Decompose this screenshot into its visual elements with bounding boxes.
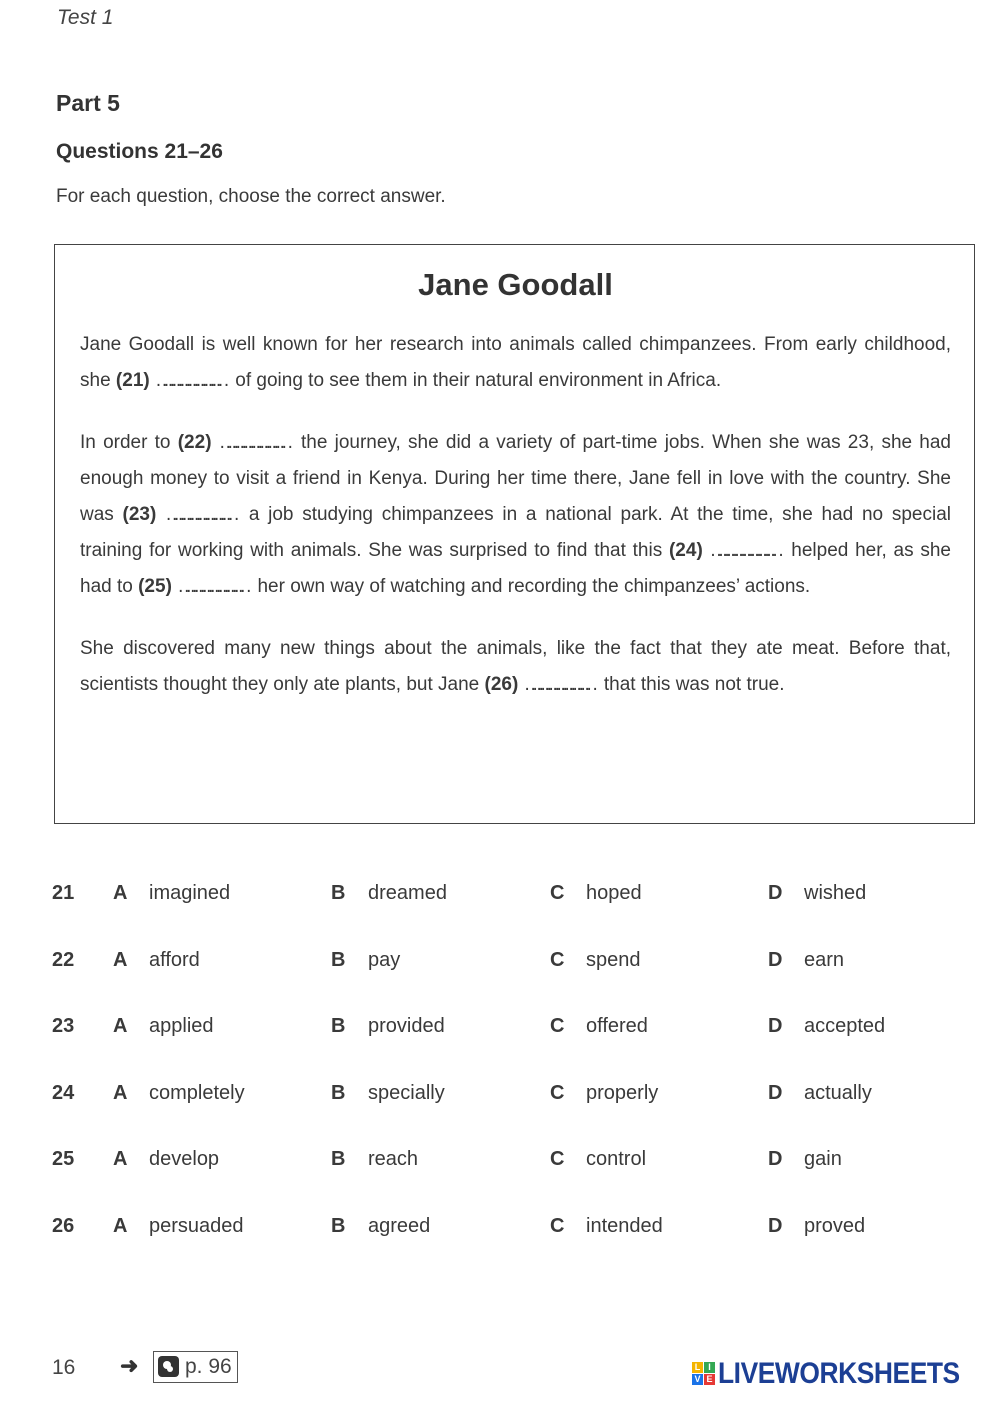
logo-letter: E — [704, 1374, 715, 1385]
option-letter[interactable]: C — [550, 1015, 565, 1037]
option-letter[interactable]: D — [768, 1081, 783, 1104]
option-letter[interactable]: C — [550, 1214, 565, 1237]
option-letter[interactable]: A — [113, 1015, 128, 1037]
passage-paragraph — [80, 327, 951, 399]
passage-text: that this was not true. — [598, 674, 785, 695]
option-word[interactable]: intended — [586, 1214, 663, 1237]
passage-paragraph — [80, 631, 951, 703]
question-number: 23 — [52, 1015, 75, 1037]
answer-options — [0, 878, 1000, 1241]
passage-text: Jane Goodall is well known for her research into animals called chimpanzees. From early childhood, she — [80, 334, 951, 391]
liveworksheets-logo — [692, 1357, 993, 1391]
option-letter[interactable]: B — [331, 882, 346, 904]
passage-box — [54, 244, 975, 824]
logo-letter: L — [692, 1362, 703, 1373]
question-number: 25 — [52, 1148, 75, 1170]
footer — [0, 1351, 1000, 1411]
answer-gap[interactable]: …………………… — [165, 504, 230, 525]
gap-number: (23) — [122, 504, 157, 525]
option-letter[interactable]: B — [331, 1015, 346, 1037]
logo-letter: V — [692, 1374, 703, 1385]
logo-letter: I — [704, 1362, 715, 1373]
passage-text: her own way of watching and recording the chimpanzees’ actions. — [252, 576, 811, 597]
gap-number: (21) — [115, 370, 150, 391]
page-number: 16 — [52, 1355, 76, 1379]
passage-paragraph — [80, 425, 951, 605]
answer-gap[interactable]: …………………… — [709, 540, 774, 561]
option-word[interactable]: accepted — [804, 1015, 886, 1037]
option-letter[interactable]: C — [550, 1148, 565, 1170]
gap-number: (22) — [177, 432, 212, 453]
question-number: 24 — [52, 1081, 75, 1104]
option-word[interactable]: actually — [804, 1081, 872, 1104]
option-letter[interactable]: B — [331, 1148, 346, 1170]
question-row — [0, 1011, 1000, 1041]
option-letter[interactable]: B — [331, 1081, 346, 1104]
question-row — [0, 945, 1000, 975]
passage-text: the journey, she did a variety of part-time jobs. When she was 23, she had enough money to visit a friend in Kenya. During her time there, Jane fell in love with the country. She was — [80, 432, 952, 525]
option-word[interactable]: properly — [586, 1081, 659, 1104]
option-letter[interactable]: C — [550, 882, 565, 904]
option-word[interactable]: dreamed — [368, 882, 447, 904]
option-word[interactable]: imagined — [149, 882, 231, 904]
question-row — [0, 878, 1000, 908]
passage-text: helped her, as she had to — [80, 540, 951, 597]
option-letter[interactable]: D — [768, 882, 783, 904]
option-word[interactable]: pay — [368, 948, 401, 971]
part-title: Part 5 — [56, 90, 120, 116]
gap-number: (24) — [668, 540, 703, 561]
option-letter[interactable]: D — [768, 1015, 783, 1037]
question-row — [0, 1211, 1000, 1241]
logo-text: LIVEWORKSHEETS — [718, 1356, 960, 1390]
option-letter[interactable]: A — [113, 882, 128, 904]
passage-text: of going to see them in their natural environment in Africa. — [230, 370, 722, 391]
question-number: 26 — [52, 1214, 75, 1237]
logo-mark-icon — [692, 1362, 715, 1385]
answer-gap[interactable]: …………………… — [523, 674, 588, 695]
option-word[interactable]: provided — [368, 1015, 445, 1037]
gap-number: (25) — [138, 576, 172, 597]
option-letter[interactable]: B — [331, 948, 346, 971]
option-letter[interactable]: A — [113, 1148, 128, 1170]
answer-gap[interactable]: …………………… — [155, 370, 219, 391]
gap-number: (26) — [484, 674, 519, 695]
option-word[interactable]: agreed — [368, 1214, 431, 1237]
option-word[interactable]: applied — [149, 1015, 214, 1037]
instruction: For each question, choose the correct answer. — [56, 186, 446, 207]
option-letter[interactable]: D — [768, 948, 783, 971]
questions-title: Questions 21–26 — [56, 140, 223, 163]
option-letter[interactable]: A — [113, 1081, 128, 1104]
answer-gap[interactable]: …………………… — [218, 432, 283, 453]
option-word[interactable]: offered — [586, 1015, 648, 1037]
answer-key-reference[interactable] — [153, 1351, 238, 1383]
option-word[interactable]: afford — [149, 948, 200, 971]
passage-text: She discovered many new things about the animals, like the fact that they ate meat. Before that, scientists thought they only ate plants, but Jane — [80, 638, 951, 695]
option-letter[interactable]: D — [768, 1214, 783, 1237]
question-number: 21 — [52, 882, 75, 904]
question-row — [0, 1078, 1000, 1108]
option-word[interactable]: reach — [368, 1148, 419, 1170]
option-word[interactable]: control — [586, 1148, 647, 1170]
option-word[interactable]: persuaded — [149, 1214, 244, 1237]
option-word[interactable]: spend — [586, 948, 641, 971]
option-word[interactable]: hoped — [586, 882, 642, 904]
option-letter[interactable]: B — [331, 1214, 346, 1237]
passage-body — [80, 327, 951, 703]
answer-gap[interactable]: …………………… — [177, 576, 242, 597]
option-letter[interactable]: A — [113, 948, 128, 971]
test-label: Test 1 — [57, 6, 114, 29]
key-icon — [158, 1356, 179, 1377]
option-word[interactable]: completely — [149, 1081, 245, 1104]
passage-text: a job studying chimpanzees in a national park. At the time, she had no special training for working with animals. She was surprised to find that this — [80, 504, 952, 561]
passage-text: In order to — [80, 432, 178, 453]
option-letter[interactable]: D — [768, 1148, 783, 1170]
option-word[interactable]: gain — [804, 1148, 842, 1170]
option-word[interactable]: specially — [368, 1081, 445, 1104]
option-word[interactable]: proved — [804, 1214, 866, 1237]
passage-title: Jane Goodall — [418, 267, 613, 302]
option-word[interactable]: wished — [804, 882, 867, 904]
option-letter[interactable]: C — [550, 1081, 565, 1104]
arrow-icon: ➜ — [120, 1352, 139, 1378]
option-letter[interactable]: C — [550, 948, 565, 971]
question-row — [0, 1144, 1000, 1174]
option-letter[interactable]: A — [113, 1214, 128, 1237]
question-number: 22 — [52, 948, 75, 971]
option-word[interactable]: develop — [149, 1148, 220, 1170]
option-word[interactable]: earn — [804, 948, 845, 971]
reference-page: p. 96 — [185, 1354, 232, 1378]
